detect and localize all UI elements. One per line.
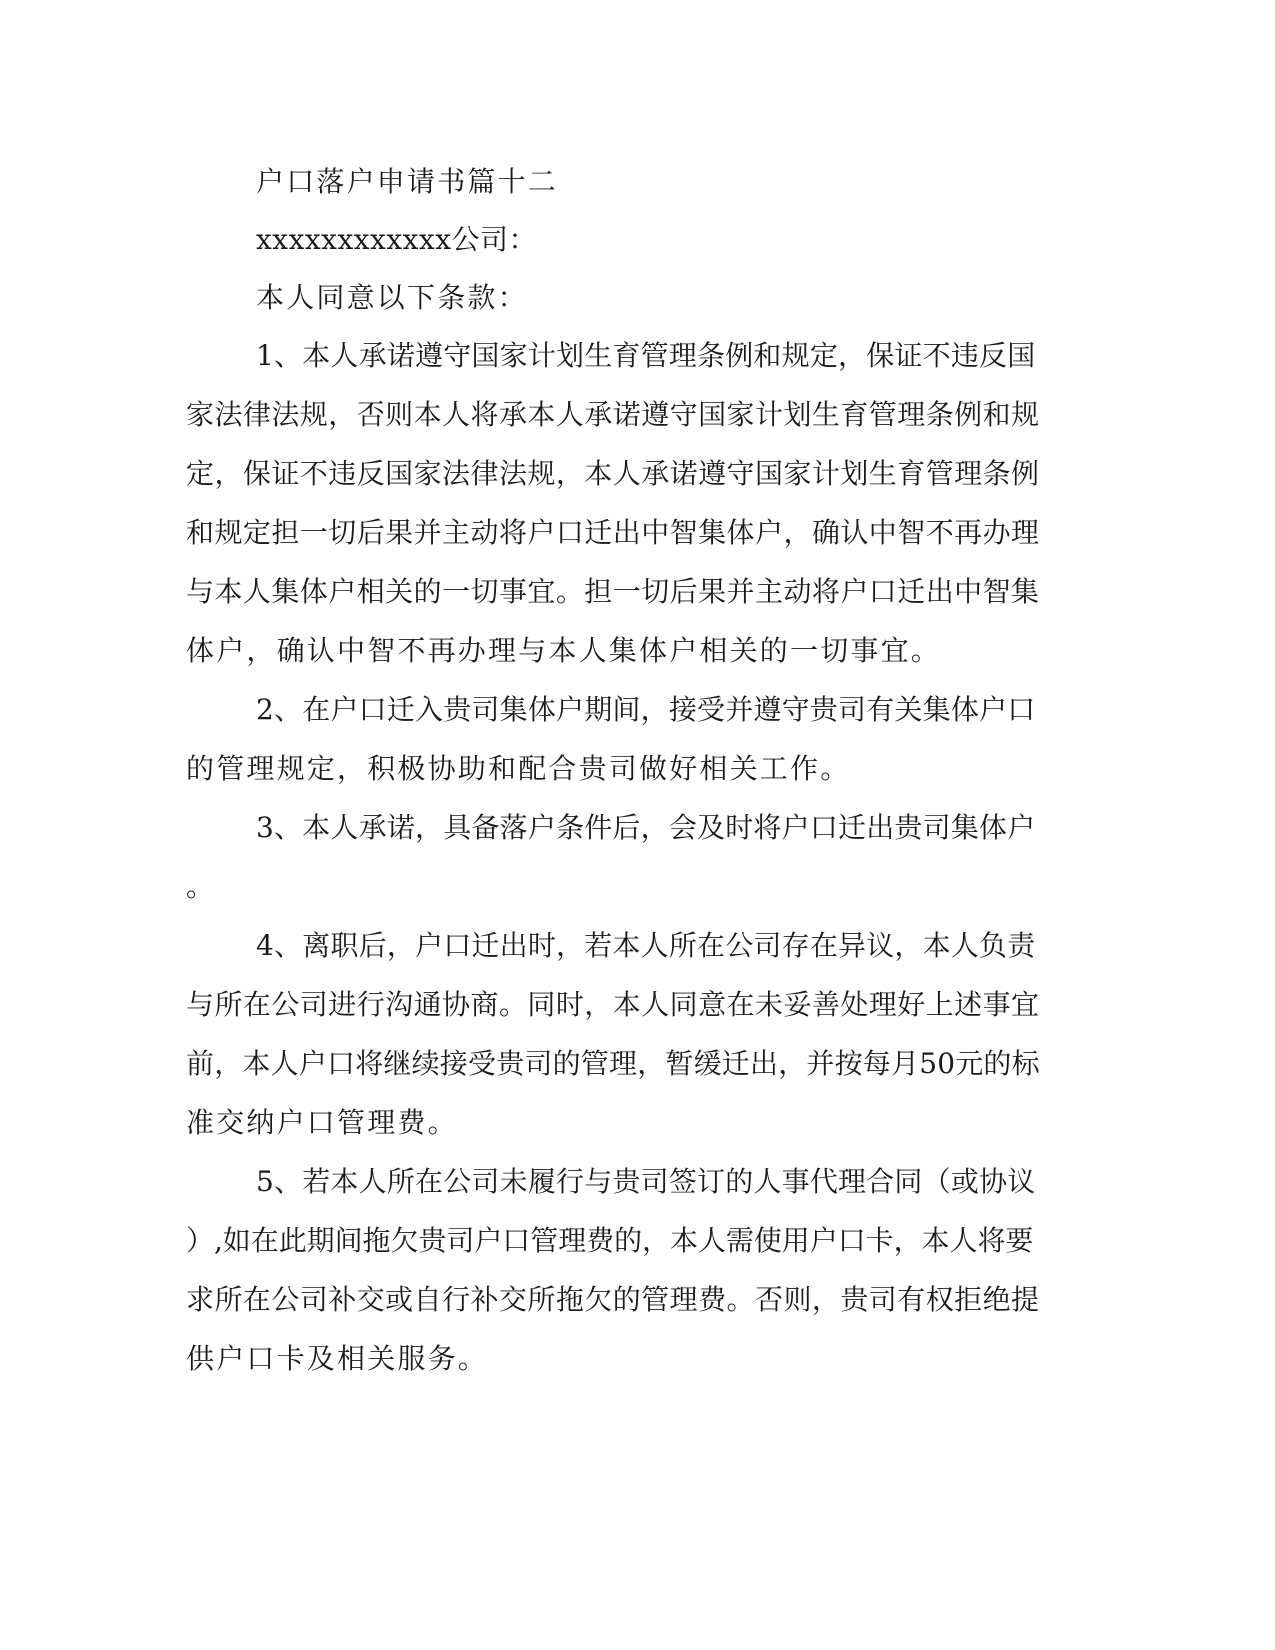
- paragraph-line: 准交纳户口管理费。: [186, 1106, 458, 1139]
- paragraph-line: ）,如在此期间拖欠贵司户口管理费的，本人需使用户口卡，本人将要: [186, 1224, 1034, 1257]
- intro-text: 本人同意以下条款：: [256, 281, 528, 314]
- salutation: xxxxxxxxxxxx公司：: [256, 223, 537, 256]
- paragraph-line: 前，本人户口将继续接受贵司的管理，暂缓迁出，并按每月50元的标: [186, 1047, 1040, 1080]
- paragraph-line: 求所在公司补交或自行补交所拖欠的管理费。否则，贵司有权拒绝提: [186, 1283, 1040, 1316]
- paragraph-line: 定，保证不违反国家法律法规，本人承诺遵守国家计划生育管理条例: [186, 457, 1040, 490]
- paragraph-line: 家法律法规，否则本人将承本人承诺遵守国家计划生育管理条例和规: [186, 398, 1040, 431]
- paragraph-line: 2、在户口迁入贵司集体户期间，接受并遵守贵司有关集体户口: [256, 693, 1036, 726]
- paragraph-line: 3、本人承诺，具备落户条件后，会及时将户口迁出贵司集体户: [256, 811, 1036, 844]
- paragraph-line: 与所在公司进行沟通协商。同时，本人同意在未妥善处理好上述事宜: [186, 988, 1040, 1021]
- paragraph-line: 5、若本人所在公司未履行与贵司签订的人事代理合同（或协议: [256, 1165, 1036, 1198]
- paragraph-line: 与本人集体户相关的一切事宜。担一切后果并主动将户口迁出中智集: [186, 575, 1040, 608]
- paragraph-line: 1、本人承诺遵守国家计划生育管理条例和规定，保证不违反国: [256, 339, 1036, 372]
- paragraph-line: 供户口卡及相关服务。: [186, 1342, 489, 1375]
- paragraph-line: 。: [186, 870, 217, 903]
- paragraph-line: 和规定担一切后果并主动将户口迁出中智集体户，确认中智不再办理: [186, 516, 1040, 549]
- paragraph-line: 的管理规定，积极协助和配合贵司做好相关工作。: [186, 752, 851, 785]
- paragraph-line: 体户，确认中智不再办理与本人集体户相关的一切事宜。: [186, 634, 942, 667]
- paragraph-line: 4、离职后，户口迁出时，若本人所在公司存在异议，本人负责: [256, 929, 1036, 962]
- document-title: 户口落户申请书篇十二: [256, 165, 559, 198]
